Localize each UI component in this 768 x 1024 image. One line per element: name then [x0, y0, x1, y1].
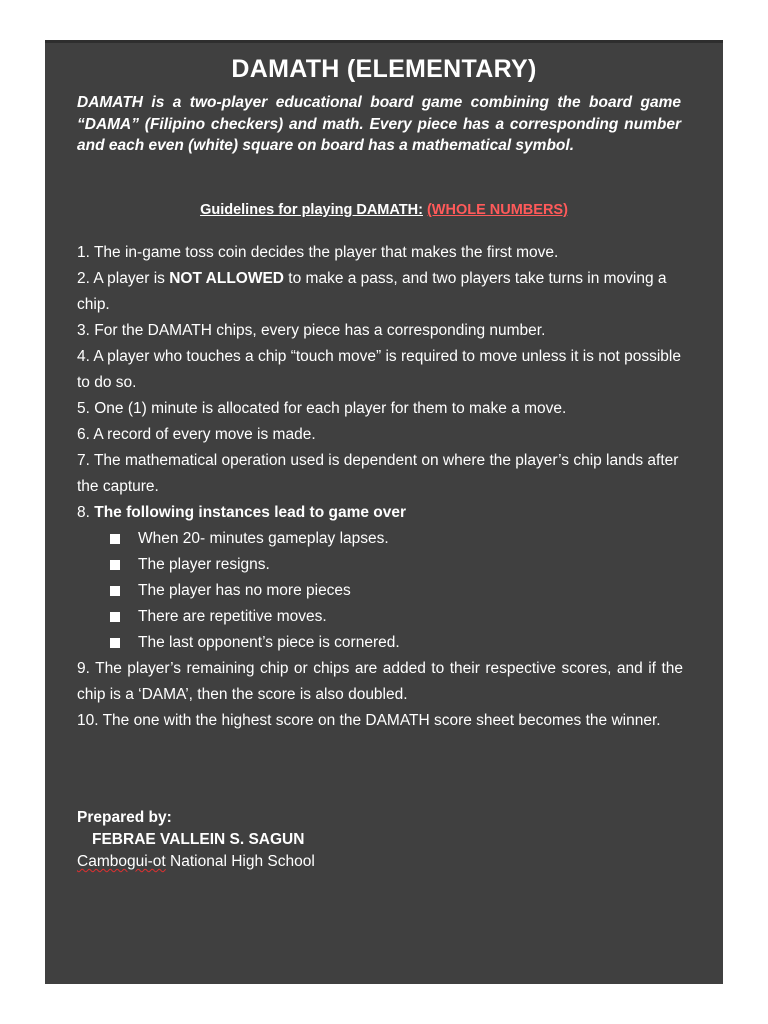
rule-5: 5. One (1) minute is allocated for each player for them to make a move.: [77, 400, 567, 417]
bullet-item: [107, 526, 683, 552]
filled-square-icon: [110, 560, 120, 570]
rule-6: 6. A record of every move is made.: [77, 426, 316, 443]
rule-7: 7. The mathematical operation used is dependent on where the player’s chip lands after the capture.: [77, 452, 679, 495]
bullet-item: [107, 630, 683, 656]
rule-8-bold: The following instances lead to game over: [94, 504, 407, 521]
school-name-underlined: Cambogui-ot: [77, 853, 166, 870]
rule-2-bold: NOT ALLOWED: [169, 270, 284, 287]
filled-square-icon: [110, 534, 120, 544]
school-name-rest: National High School: [165, 853, 315, 870]
rule-2-pre: 2. A player is: [77, 270, 170, 287]
guidelines-tag: (WHOLE NUMBERS): [426, 202, 568, 218]
rule-4: 4. A player who touches a chip “touch move” is required to move unless it is not possible to do so.: [77, 348, 681, 391]
filled-square-icon: [110, 612, 120, 622]
guidelines-heading-text: Guidelines for playing DAMATH:: [200, 202, 423, 218]
school-name: [77, 851, 577, 873]
rules-list: [77, 240, 683, 734]
prepared-by-block: [77, 807, 577, 873]
document-title: DAMATH (ELEMENTARY): [231, 55, 537, 83]
prepared-by-label: Prepared by:: [77, 809, 172, 826]
rule-2: [77, 266, 683, 318]
rule-9: 9. The player’s remaining chip or chips are added to their respective scores, and if the chip is a ‘DAMA’, then the score is also doubled.: [77, 660, 683, 703]
document-page: [45, 40, 723, 984]
rule-10: 10. The one with the highest score on the DAMATH score sheet becomes the winner.: [77, 712, 661, 729]
bullet-item: [107, 578, 683, 604]
rule-8-pre: 8.: [77, 504, 95, 521]
intro-paragraph: DAMATH is a two-player educational board game combining the board game “DAMA” (Filipino checkers) and math. Every piece has a corresponding number and each even (white) square on board has a mathematical symbol.: [77, 94, 681, 154]
filled-square-icon: [110, 638, 120, 648]
rule-8: [77, 500, 683, 656]
guidelines-heading: [45, 202, 723, 218]
bullet-text: The last opponent’s piece is cornered.: [138, 634, 400, 651]
preparer-name: FEBRAE VALLEIN S. SAGUN: [92, 831, 305, 848]
bullet-item: [107, 604, 683, 630]
filled-square-icon: [110, 586, 120, 596]
bullet-text: The player has no more pieces: [138, 582, 351, 599]
rule-2-post: to make a pass, and two players take turns in moving a chip.: [77, 270, 667, 313]
bullet-item: [107, 552, 683, 578]
bullet-text: There are repetitive moves.: [138, 608, 327, 625]
bullet-text: The player resigns.: [138, 556, 270, 573]
rule-3: 3. For the DAMATH chips, every piece has a corresponding number.: [77, 322, 546, 339]
bullet-text: When 20- minutes gameplay lapses.: [138, 530, 389, 547]
rule-1: 1. The in-game toss coin decides the player that makes the first move.: [77, 244, 559, 261]
game-over-bullets: [77, 526, 683, 656]
